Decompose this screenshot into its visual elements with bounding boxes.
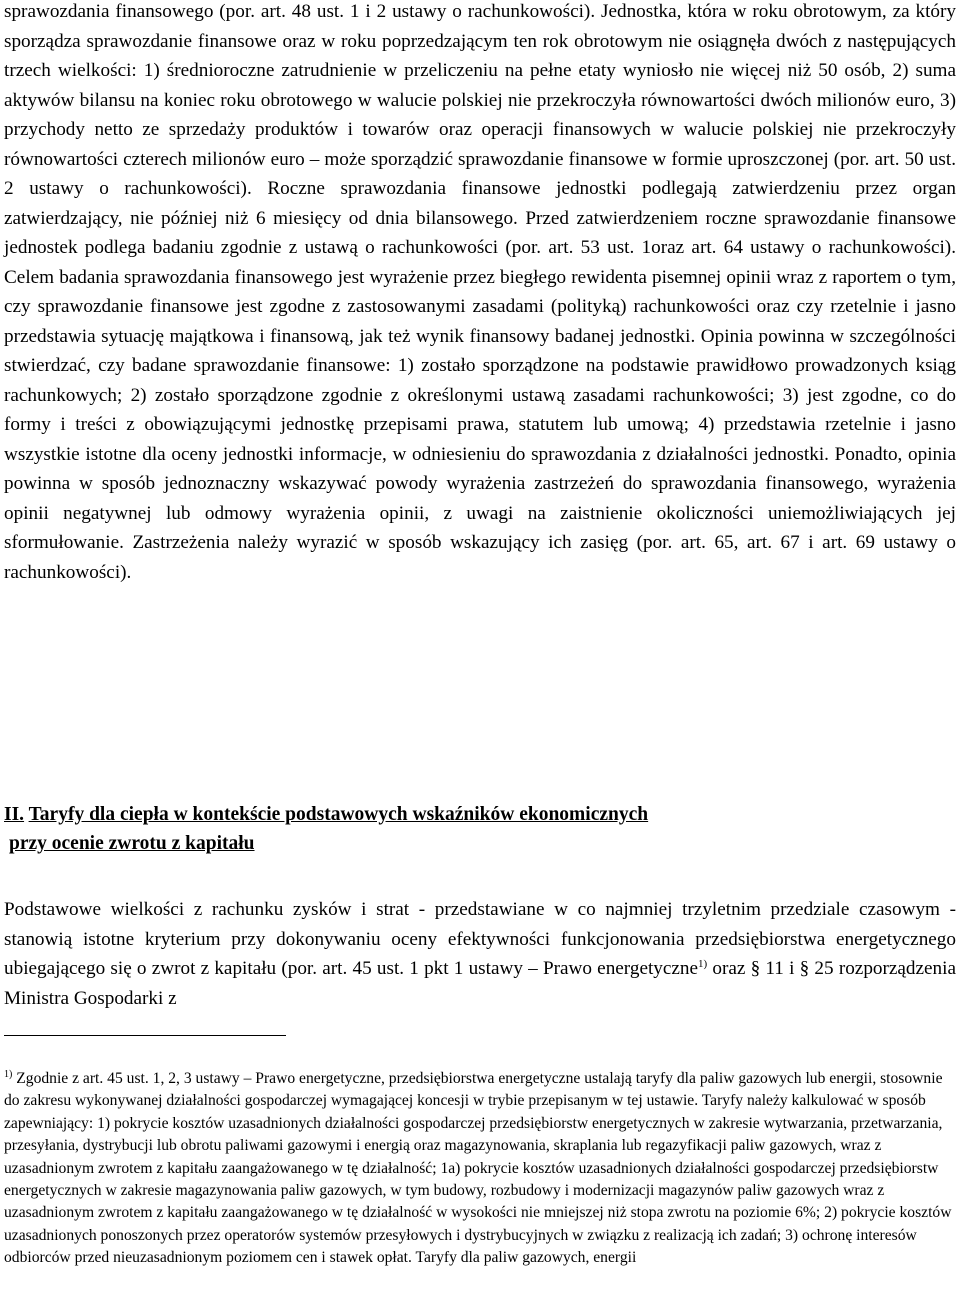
section-title-line-2: przy ocenie zwrotu z kapitału (9, 833, 255, 854)
paragraph-2-text-end: oraz § 11 i § 25 rozporządzenia Ministra Gospodarki z (4, 958, 956, 1009)
paragraph-2-text-start: Podstawowe wielkości z rachunku zysków i strat - przedstawiane w co najmniej trzyletnim przedziale czasowym - stanowią istotne kryterium przy dokonywaniu oceny efektywności funkcjonowania przedsiębiorstwa energetycznego ubiegającego się o zwrot z kapitału (por. art. 45 ust. 1 pkt 1 ustawy – Prawo energetyczne (4, 899, 956, 979)
footnote (4, 1068, 956, 1270)
section-heading-line-1 (4, 800, 956, 829)
section-heading (4, 800, 956, 858)
paragraph-financial-statements: sprawozdania finansowego (por. art. 48 ust. 1 i 2 ustawy o rachunkowości). Jednostka, która w roku obrotowym, za który sporządza sprawozdanie finansowe oraz w roku poprzedzającym ten rok obrotowym nie osiągnęła dwóch z następujących trzech wielkości: 1) średnioroczne zatrudnienie w przeliczeniu na pełne etaty wyniosło nie więcej niż 50 osób, 2) suma aktywów bilansu na koniec roku obrotowego w walucie polskiej nie przekroczyła równowartości dwóch milionów euro, 3) przychody netto ze sprzedaży produktów i towarów oraz operacji finansowych w walucie polskiej nie przekroczyły równowartości czterech milionów euro – może sporządzić sprawozdanie finansowe w formie uproszczonej (por. art. 50 ust. 2 ustawy o rachunkowości). Roczne sprawozdania finansowe jednostki podlegają zatwierdzeniu przez organ zatwierdzający, nie później niż 6 miesięcy od dnia bilansowego. Przed zatwierdzeniem roczne sprawozdanie finansowe jednostek podlega badaniu zgodnie z ustawą o rachunkowości (por. art. 53 ust. 1oraz art. 64 ustawy o rachunkowości). Celem badania sprawozdania finansowego jest wyrażenie przez biegłego rewidenta pisemnej opinii wraz z raportem o tym, czy sprawozdanie finansowe jest zgodne z zastosowanymi zasadami (polityką) rachunkowości oraz czy rzetelnie i jasno przedstawia sytuację majątkowa i finansową, jak też wynik finansowy badanej jednostki. Opinia powinna w szczególności stwierdzać, czy badane sprawozdanie finansowe: 1) zostało sporządzone na podstawie prawidłowo prowadzonych ksiąg rachunkowych; 2) zostało sporządzone zgodnie z określonymi ustawą zasadami rachunkowości; 3) jest zgodne, co do formy i treści z obowiązującymi jednostkę przepisami prawa, statutem lub umową; 4) przedstawia rzetelnie i jasno wszystkie istotne dla oceny jednostki informacje, w odniesieniu do sprawozdania z działalności jednostki. Ponadto, opinia powinna w sposób jednoznaczny wskazywać powody wyrażenia zastrzeżeń do sprawozdania finansowego, wyrażenia opinii negatywnej lub odmowy wyrażenia opinii, z uwagi na zaistnienie okoliczności uniemożliwiających jej sformułowanie. Zastrzeżenia należy wyrazić w sposób wskazujący ich zasięg (por. art. 65, art. 67 i art. 69 ustawy o rachunkowości). (4, 1, 956, 583)
footnote-marker: 1) (4, 1069, 13, 1080)
footnote-text: Zgodnie z art. 45 ust. 1, 2, 3 ustawy – Prawo energetyczne, przedsiębiorstwa energetyczne ustalają taryfy dla paliw gazowych lub energii, stosownie do zakresu wykonywanej działalności gospodarczej wymagającej koncesji w trybie przepisanym w tej ustawie. Taryfy należy kalkulować w sposób zapewniający: 1) pokrycie kosztów uzasadnionych działalności gospodarczej przedsiębiorstw energetycznych w zakresie wytwarzania, przetwarzania, przesyłania, dystrybucji lub obrotu paliwami gazowymi i energią oraz magazynowania, skraplania lub regazyfikacji paliw gazowych, wraz z uzasadnionym zwrotem z kapitału zaangażowanego w tę działalność; 1a) pokrycie kosztów uzasadnionych działalności gospodarczej przedsiębiorstw energetycznych w zakresie magazynowania paliw gazowych, w tym budowy, rozbudowy i modernizacji magazynów paliw gazowych wraz z uzasadnionym zwrotem z kapitału zaangażowanego w tę działalność w wysokości nie mniejszej niż stopa zwrotu na poziomie 6%; 2) pokrycie kosztów uzasadnionych ponoszonych przez operatorów systemów przesyłowych i dystrybucyjnych w związku z realizacją ich zadań; 3) ochronę interesów odbiorców przed nieuzasadnionym poziomem cen i stawek opłat. Taryfy dla paliw gazowych, energii (4, 1070, 952, 1267)
section-number: II. (4, 804, 25, 825)
footnote-reference: 1) (698, 958, 708, 970)
paragraph-basic-values (4, 895, 956, 1013)
section-title-line-1: Taryfy dla ciepła w kontekście podstawowych wskaźników ekonomicznych (28, 804, 649, 825)
footnote-separator (4, 1035, 286, 1036)
document-page (4, 0, 956, 1267)
